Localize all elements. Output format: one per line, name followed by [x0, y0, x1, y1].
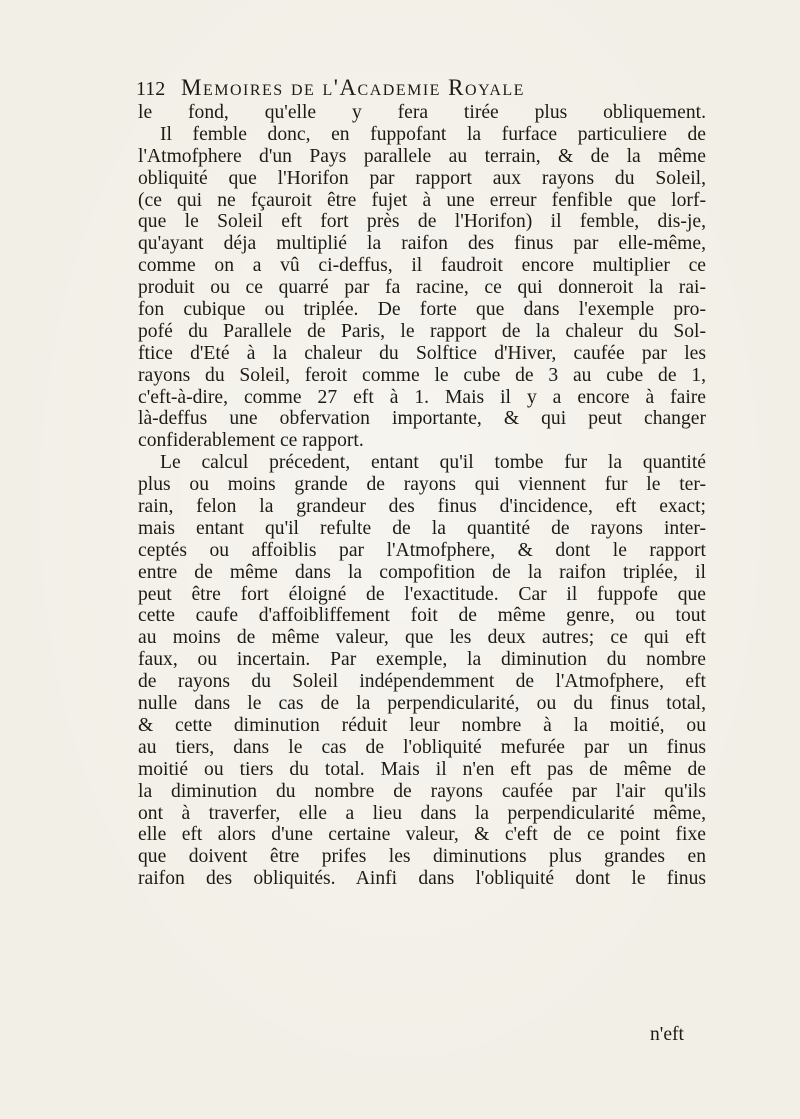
text-line: qu'ayant déja multiplié la raifon des finus par elle-même, [138, 233, 706, 255]
text-line: ftice d'Eté à la chaleur du Solftice d'Hiver, caufée par les [138, 342, 706, 364]
text-line: peut être fort éloigné de l'exactitude. Car il fuppofe que [138, 583, 706, 605]
text-line: de rayons du Soleil indépendemment de l'Atmofphere, eft [138, 671, 706, 693]
text-line: raifon des obliquités. Ainfi dans l'obliquité dont le finus [138, 868, 706, 890]
text-line: confiderablement ce rapport. [138, 430, 364, 452]
text-line: le fond, qu'elle y fera tirée plus obliquement. [138, 102, 706, 123]
text-line: ceptés ou affoiblis par l'Atmofphere, & dont le rapport [138, 539, 706, 561]
text-line: au tiers, dans le cas de l'obliquité mefurée par un finus [138, 736, 706, 758]
text-line: c'eft-à-dire, comme 27 eft à 1. Mais il y a encore à faire [138, 386, 706, 408]
text-line: que doivent être prifes les diminutions plus grandes en [138, 846, 706, 868]
text-line: rayons du Soleil, feroit comme le cube de 3 au cube de 1, [138, 364, 706, 386]
running-title: Memoires de l'Academie Royale [181, 75, 525, 100]
text-line: & cette diminution réduit leur nombre à la moitié, ou [138, 714, 706, 736]
body-text [138, 102, 706, 890]
text-line: faux, ou incertain. Par exemple, la diminution du nombre [138, 649, 706, 671]
text-line: mais entant qu'il refulte de la quantité de rayons inter- [138, 517, 706, 539]
text-line: moitié ou tiers du total. Mais il n'en eft pas de même de [138, 758, 706, 780]
text-line: nulle dans le cas de la perpendicularité, ou du finus total, [138, 693, 706, 715]
text-line: pofé du Parallele de Paris, le rapport de la chaleur du Sol- [138, 320, 706, 342]
catchword: n'eft [650, 1024, 684, 1045]
text-line: au moins de même valeur, que les deux autres; ce qui eft [138, 627, 706, 649]
text-line: la diminution du nombre de rayons caufée par l'air qu'ils [138, 780, 706, 802]
text-line: que le Soleil eft fort près de l'Horifon) il femble, dis-je, [138, 211, 706, 233]
text-line: plus ou moins grande de rayons qui viennent fur le ter- [138, 474, 706, 496]
text-line: produit ou ce quarré par fa racine, ce qui donneroit la rai- [138, 277, 706, 299]
text-line: comme on a vû ci-deffus, il faudroit encore multiplier ce [138, 255, 706, 277]
text-line: l'Atmofphere d'un Pays parallele au terrain, & de la même [138, 145, 706, 167]
text-line: ont à traverfer, elle a lieu dans la perpendicularité même, [138, 802, 706, 824]
text-line: elle eft alors d'une certaine valeur, & c'eft de ce point fixe [138, 824, 706, 846]
text-line: (ce qui ne fçauroit être fujet à une erreur fenfible que lorf- [138, 189, 706, 211]
page-number: 112 [136, 78, 166, 100]
text-line: obliquité que l'Horifon par rapport aux rayons du Soleil, [138, 167, 706, 189]
page-header [136, 72, 696, 104]
text-line: rain, felon la grandeur des finus d'incidence, eft exact; [138, 496, 706, 518]
text-line: cette caufe d'affoibliffement foit de même genre, ou tout [138, 605, 706, 627]
text-line: entre de même dans la compofition de la raifon triplée, il [138, 561, 706, 583]
text-line: Il femble donc, en fuppofant la furface particuliere de [160, 123, 706, 145]
text-line: Le calcul précedent, entant qu'il tombe fur la quantité [160, 452, 706, 474]
text-line: là-deffus une obfervation importante, & qui peut changer [138, 408, 706, 430]
text-line: fon cubique ou triplée. De forte que dans l'exemple pro- [138, 299, 706, 321]
